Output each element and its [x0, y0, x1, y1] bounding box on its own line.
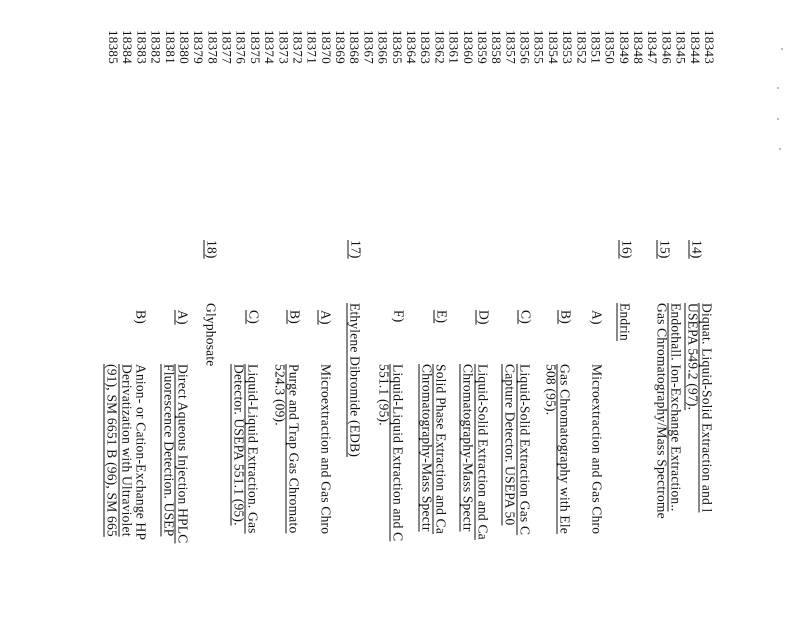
line-number: 18382: [148, 30, 164, 64]
entry-endrin-c-line2: Capture Detector. USEPA 50: [502, 364, 518, 526]
line-number: 18366: [375, 30, 391, 64]
line-number: 18355: [531, 30, 547, 64]
sub-marker-16d: D): [476, 310, 492, 325]
line-number: 18357: [503, 30, 519, 64]
line-number: 18372: [290, 30, 306, 64]
entry-edb-heading: Ethylene Dibromide (EDB): [347, 303, 363, 458]
entry-edb-c-line2: Detector. USEPA 551.1 (95).: [231, 364, 247, 526]
scan-speck: [779, 148, 781, 150]
line-number: 18385: [106, 30, 121, 64]
line-number: 18343: [702, 30, 717, 64]
line-number: 18383: [134, 30, 150, 64]
entry-endrin-b-line2: 508 (95).: [543, 364, 559, 416]
entry-endrin-e-line2: Chromatography-Mass Spectr: [419, 364, 435, 532]
line-number: 18376: [233, 30, 249, 64]
line-number: 18369: [333, 30, 349, 64]
entry-endrin-c-line1: Liquid-Solid Extraction Gas C: [517, 364, 533, 536]
line-number: 18374: [262, 30, 278, 64]
entry-glyphosate-a-line1: Direct Aqueous Injection HPLC: [175, 364, 191, 544]
entry-endrin-d-line2: Chromatography-Mass Spectr: [460, 364, 476, 532]
entry-endrin-e-line1: Solid Phase Extraction and Ca: [433, 364, 449, 535]
line-number: 18367: [361, 30, 377, 64]
line-number: 18351: [588, 30, 604, 64]
line-number: 18378: [205, 30, 221, 64]
sub-marker-17a: A): [318, 310, 334, 325]
line-number: 18380: [176, 30, 192, 64]
line-number: 18349: [616, 30, 632, 64]
sub-marker-16e: E): [434, 310, 450, 324]
entry-diquat-line2: USEPA 549.2 (97).: [685, 303, 701, 411]
line-number: 18362: [432, 30, 448, 64]
line-number: 18377: [219, 30, 235, 64]
entry-edb-a: Microextraction and Gas Chro: [318, 364, 334, 535]
sub-marker-16c: C): [518, 310, 534, 324]
line-number: 18371: [304, 30, 320, 64]
entry-edb-c-line1: Liquid-Liquid Extraction. Gas: [245, 364, 261, 534]
item-marker-17: 17): [348, 240, 364, 259]
entry-endrin-a: Microextraction and Gas Chro: [589, 364, 605, 535]
entry-endrin-f-line2: 551.1 (95).: [376, 364, 392, 426]
item-marker-18: 18): [204, 240, 220, 259]
sub-marker-18a: A): [175, 310, 191, 325]
line-number: 18350: [602, 30, 618, 64]
line-number: 18344: [687, 30, 703, 64]
entry-endothall-line1: Endothall. Ion-Exchange Extraction..: [668, 303, 684, 512]
sub-marker-17b: B): [287, 310, 303, 324]
sub-marker-16b: B): [558, 310, 574, 324]
entry-glyphosate-b-line1: Anion- or Cation-Exchange HP: [133, 364, 149, 541]
line-number: 18354: [545, 30, 561, 64]
line-number: 18370: [318, 30, 334, 64]
line-number: 18379: [191, 30, 207, 64]
scan-speck: [777, 118, 779, 120]
line-number: 18353: [560, 30, 576, 64]
line-number: 18365: [389, 30, 405, 64]
entry-edb-b-line2: 524.3 (09).: [272, 364, 288, 426]
entry-glyphosate-heading: Glyphosate: [203, 303, 219, 367]
entry-endrin-b-line1: Gas Chromatography with Ele: [557, 364, 573, 534]
sub-marker-16f: F): [391, 310, 407, 323]
entry-edb-b-line1: Purge and Trap Gas Chromato: [286, 364, 302, 534]
line-number: 18352: [574, 30, 590, 64]
entry-endothall-line2: Gas Chromatography/Mass Spectrome: [654, 303, 670, 519]
sub-marker-17c: C): [246, 310, 262, 324]
entry-glyphosate-b-line3: (91), SM 6651 B (96), SM 665: [104, 364, 120, 537]
item-marker-15: 15): [657, 240, 673, 259]
line-number: 18360: [460, 30, 476, 64]
line-number: 18368: [347, 30, 363, 64]
entry-endrin-d-line1: Liquid-Solid Extraction and Ca: [475, 364, 491, 540]
entry-glyphosate-b-line2: Derivatization with Ultraviolet: [119, 364, 135, 537]
line-number: 18347: [645, 30, 661, 64]
entry-endrin-f-line1: Liquid-Liquid Extraction and C: [390, 364, 406, 542]
entry-diquat-line1: Diquat. Liquid-Solid Extraction and l: [699, 303, 715, 513]
line-number: 18384: [120, 30, 136, 64]
sub-marker-16a: A): [589, 310, 605, 325]
line-number: 18346: [659, 30, 675, 64]
line-number: 18361: [446, 30, 462, 64]
line-number: 18373: [276, 30, 292, 64]
line-number: 18358: [489, 30, 505, 64]
line-number: 18356: [517, 30, 533, 64]
line-number: 18381: [162, 30, 178, 64]
entry-glyphosate-a-line2: Fluorescence Detection. USEP: [161, 364, 177, 537]
item-marker-14: 14): [689, 240, 705, 259]
sub-marker-18b: B): [133, 310, 149, 324]
item-marker-16: 16): [619, 240, 635, 259]
scan-speck: [781, 48, 783, 50]
line-number: 18348: [631, 30, 647, 64]
line-number: 18345: [673, 30, 689, 64]
line-number: 18363: [418, 30, 434, 64]
line-number: 18364: [404, 30, 419, 64]
entry-endrin-heading: Endrin: [617, 303, 633, 341]
line-number: 18359: [474, 30, 490, 64]
scan-speck: [777, 87, 779, 89]
line-number: 18375: [247, 30, 263, 64]
